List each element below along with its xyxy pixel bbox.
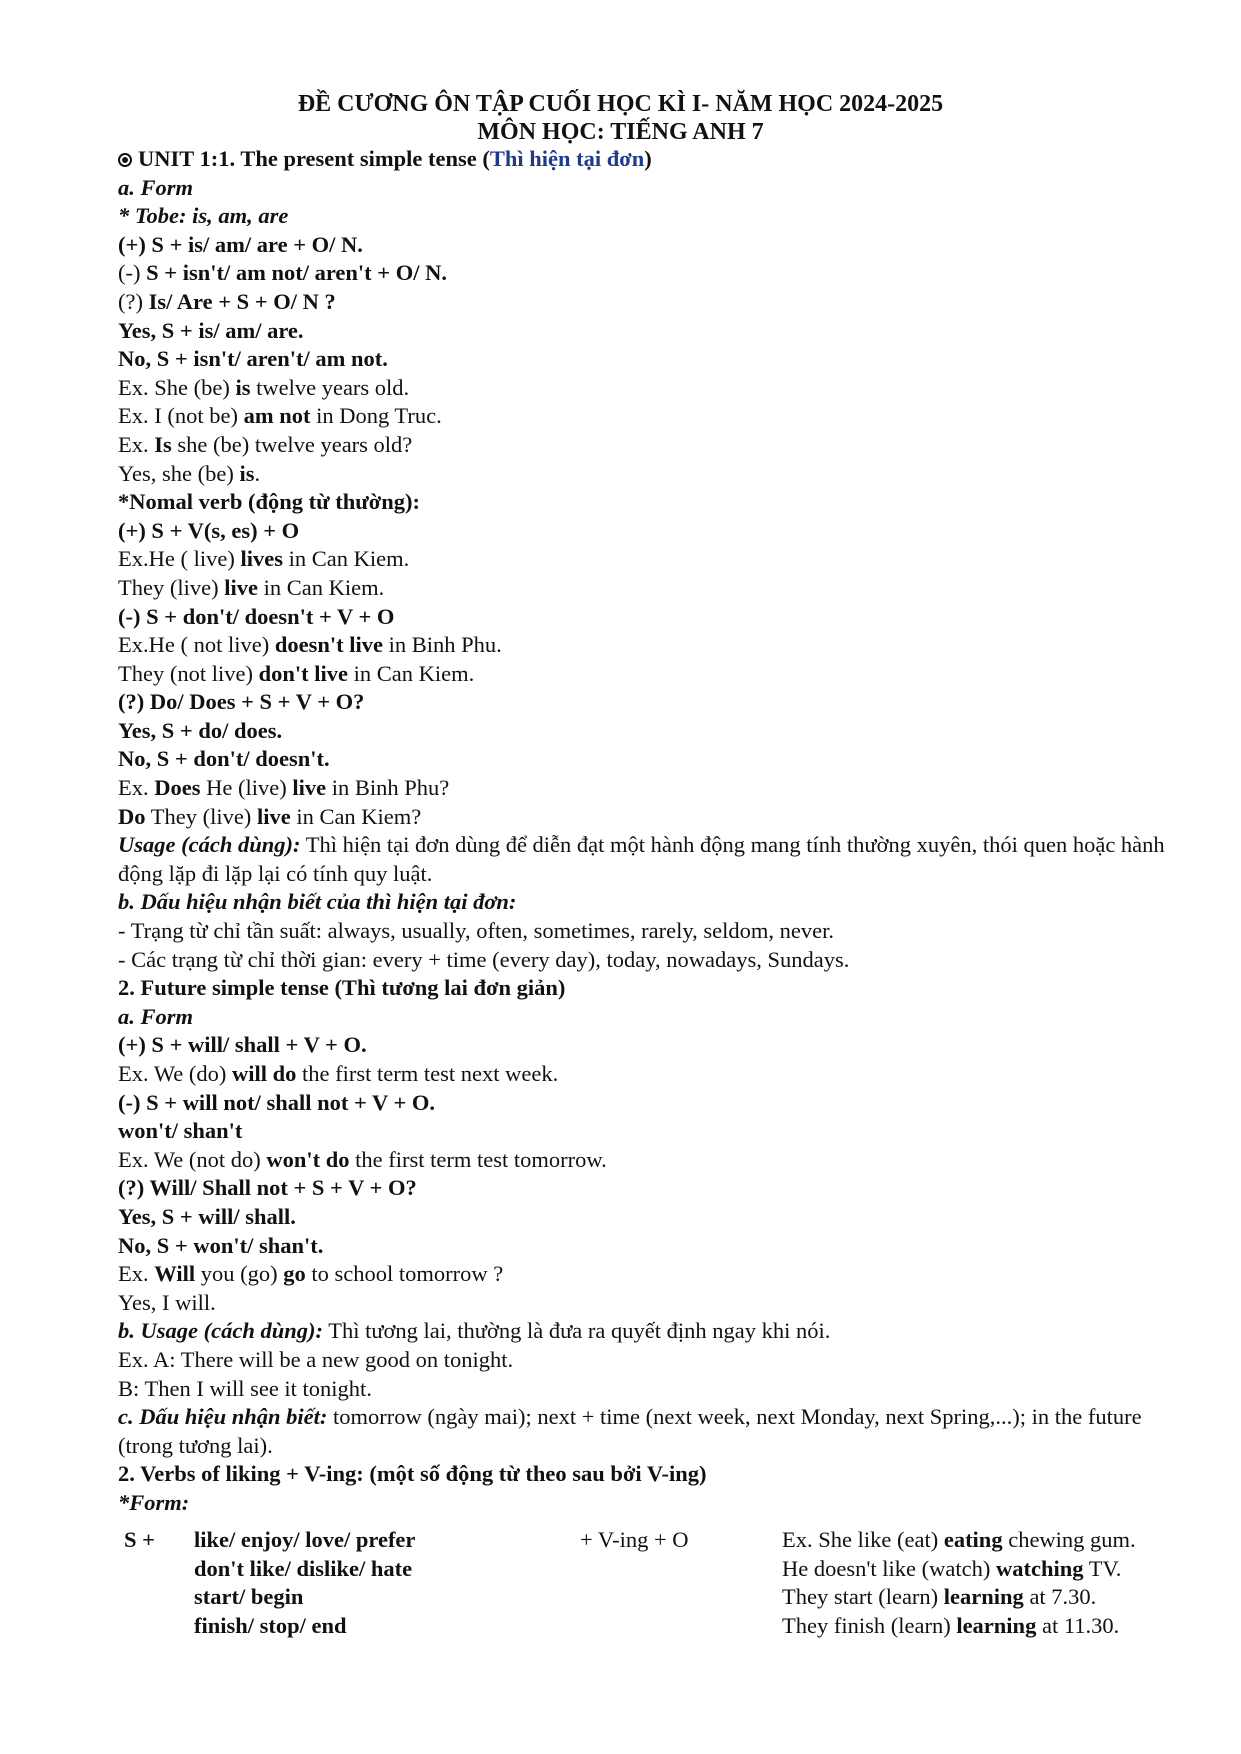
table-row xyxy=(118,1526,1188,1555)
text-run: Ex. She like (eat) xyxy=(782,1527,944,1552)
text-line xyxy=(118,917,1168,946)
example-cell xyxy=(782,1583,1096,1612)
text-run: They (live) xyxy=(145,803,257,829)
text-run: Ex.He ( live) xyxy=(118,546,241,572)
text-run: (?) Do/ Does + S + V + O? xyxy=(118,689,365,715)
text-line xyxy=(118,345,1168,374)
text-run: . xyxy=(254,460,261,486)
text-run: *Form: xyxy=(118,1489,190,1515)
text-run: They (live) xyxy=(118,574,225,600)
text-line xyxy=(118,174,1168,203)
text-line xyxy=(118,374,1168,403)
example-cell xyxy=(782,1526,1136,1555)
text-run: (?) xyxy=(118,288,149,314)
text-line xyxy=(118,574,1168,603)
text-run: Ex. A: There will be a new good on tonight. xyxy=(118,1346,514,1372)
text-run: doesn't live xyxy=(274,632,383,658)
text-run: in Can Kiem. xyxy=(282,546,410,572)
text-run: the first term test tomorrow. xyxy=(349,1146,607,1172)
text-run: (?) Will/ Shall not + S + V + O? xyxy=(118,1175,417,1201)
subject-cell: S + xyxy=(124,1527,155,1552)
text-run: Ex. xyxy=(118,775,155,801)
text-line xyxy=(118,803,1168,832)
text-line xyxy=(118,1260,1168,1289)
text-run: (-) S + don't/ doesn't + V + O xyxy=(118,603,395,629)
text-line xyxy=(118,317,1168,346)
text-run: live xyxy=(224,574,258,600)
text-line xyxy=(118,1203,1168,1232)
example-cell xyxy=(782,1612,1119,1641)
text-run: They start (learn) xyxy=(782,1584,944,1610)
text-run: (+) S + V(s, es) + O xyxy=(118,517,300,543)
text-run: to school tomorrow ? xyxy=(305,1261,504,1287)
text-line xyxy=(118,660,1168,689)
text-line xyxy=(118,1489,1168,1518)
text-run: * Tobe: is, am, are xyxy=(118,203,289,229)
text-run: the first term test next week. xyxy=(296,1061,559,1086)
text-run: No, S + don't/ doesn't. xyxy=(118,746,330,772)
text-line xyxy=(118,288,1168,317)
text-line xyxy=(118,745,1168,774)
text-line xyxy=(118,1117,1168,1146)
text-run: He (live) xyxy=(200,775,293,801)
text-run: Ex.He ( not live) xyxy=(118,632,275,658)
text-run: Yes, S + will/ shall. xyxy=(118,1203,296,1229)
text-run: tomorrow (ngày mai); next + time (next week, next Monday, next Spring,...); in the future (trong tương lai). xyxy=(118,1404,1142,1458)
text-run: chewing gum. xyxy=(1002,1527,1136,1552)
pattern-cell: + V-ing + O xyxy=(580,1527,689,1552)
text-line xyxy=(118,1460,1168,1489)
text-line xyxy=(118,545,1168,574)
text-line xyxy=(118,488,1168,517)
text-run: (+) S + will/ shall + V + O. xyxy=(118,1032,367,1058)
text-line xyxy=(118,1346,1168,1375)
text-run: live xyxy=(292,775,327,801)
text-run: 2. Verbs of liking + V-ing: (một số động từ theo sau bởi V-ing) xyxy=(118,1461,707,1487)
text-line xyxy=(118,974,1168,1003)
text-run: in Can Kiem? xyxy=(290,803,422,829)
text-line xyxy=(118,631,1168,660)
text-run: Thì tương lai, thường là đưa ra quyết định ngay khi nói. xyxy=(322,1318,831,1344)
text-line xyxy=(118,1289,1168,1318)
text-line xyxy=(118,1003,1168,1032)
text-line xyxy=(118,603,1168,632)
document-subject: MÔN HỌC: TIẾNG ANH 7 xyxy=(477,119,764,145)
text-line xyxy=(118,831,1168,888)
text-run: c. Dấu hiệu nhận biết: xyxy=(118,1404,328,1430)
table-row xyxy=(118,1612,1188,1641)
text-line xyxy=(118,231,1168,260)
text-run: - Trạng từ chỉ tần suất: always, usually, often, sometimes, rarely, seldom, never. xyxy=(118,918,835,944)
text-run: No, S + won't/ shan't. xyxy=(118,1232,324,1258)
text-run: at 7.30. xyxy=(1023,1584,1097,1610)
text-run: she (be) twelve years old? xyxy=(171,431,413,457)
text-line xyxy=(118,431,1168,460)
text-run: Will xyxy=(154,1261,196,1287)
text-run: - Các trạng từ chỉ thời gian: every + time (every day), today, nowadays, Sundays. xyxy=(118,946,850,972)
table-row xyxy=(118,1583,1188,1612)
text-run: ) xyxy=(644,146,652,171)
text-run: watching xyxy=(995,1555,1084,1581)
text-run: (+) S + is/ am/ are + O/ N. xyxy=(118,231,363,257)
text-run: is xyxy=(239,460,255,486)
text-run: won't do xyxy=(266,1146,350,1172)
text-line xyxy=(118,1146,1168,1175)
text-run: He doesn't like (watch) xyxy=(782,1555,996,1581)
text-run: *Nomal verb (động từ thường): xyxy=(118,489,420,515)
document-title: ĐỀ CƯƠNG ÔN TẬP CUỐI HỌC KÌ I- NĂM HỌC 2024-2025 xyxy=(297,91,944,117)
text-run: a. Form xyxy=(118,1003,194,1029)
text-run: Yes, I will. xyxy=(118,1289,216,1315)
text-run: UNIT 1:1. The present simple tense ( xyxy=(138,146,490,171)
text-run: at 11.30. xyxy=(1036,1612,1120,1638)
text-run: TV. xyxy=(1083,1555,1122,1581)
text-line xyxy=(118,888,1168,917)
verbs-cell: finish/ stop/ end xyxy=(194,1612,347,1638)
text-run: live xyxy=(256,803,291,829)
text-run: won't/ shan't xyxy=(118,1118,243,1144)
text-line xyxy=(118,717,1168,746)
text-run: Thì hiện tại đơn xyxy=(489,146,645,171)
verbs-cell: don't like/ dislike/ hate xyxy=(194,1555,413,1581)
text-run: 2. Future simple tense (Thì tương lai đơn giản) xyxy=(118,975,566,1001)
text-run: in Binh Phu? xyxy=(326,775,450,801)
text-run: go xyxy=(283,1261,306,1287)
text-run: twelve years old. xyxy=(250,374,410,400)
text-line xyxy=(118,688,1168,717)
text-run: don't live xyxy=(258,660,348,686)
text-run: Ex. We (not do) xyxy=(118,1146,267,1172)
text-line xyxy=(118,1060,1168,1089)
text-line xyxy=(118,402,1168,431)
text-run: b. Dấu hiệu nhận biết của thì hiện tại đơn: xyxy=(118,889,517,915)
text-run: Yes, S + is/ am/ are. xyxy=(118,317,304,343)
text-run: Ex. xyxy=(118,431,155,457)
document-body xyxy=(118,145,1168,1518)
verbs-cell: like/ enjoy/ love/ prefer xyxy=(194,1527,416,1552)
text-run: They finish (learn) xyxy=(782,1612,957,1638)
text-line xyxy=(118,1174,1168,1203)
text-run: Does xyxy=(154,775,201,801)
text-line xyxy=(118,202,1168,231)
text-run: eating xyxy=(943,1527,1003,1552)
text-run: No, S + isn't/ aren't/ am not. xyxy=(118,346,388,372)
text-run: Yes, S + do/ does. xyxy=(118,717,283,743)
text-line xyxy=(118,774,1168,803)
text-run: S + isn't/ am not/ aren't + O/ N. xyxy=(146,260,447,286)
text-run: b. Usage (cách dùng): xyxy=(118,1318,323,1344)
text-run: is xyxy=(235,374,251,400)
text-run: lives xyxy=(240,546,283,572)
text-run: Ex. She (be) xyxy=(118,374,236,400)
text-run: Ex. We (do) xyxy=(118,1061,232,1086)
text-line xyxy=(118,1403,1168,1460)
text-run: (-) S + will not/ shall not + V + O. xyxy=(118,1089,436,1115)
text-line xyxy=(118,259,1168,288)
text-run: am not xyxy=(243,403,311,429)
text-run: Do xyxy=(118,803,146,829)
text-run: Is xyxy=(154,431,172,457)
text-line xyxy=(118,1089,1168,1118)
text-run: in Binh Phu. xyxy=(382,632,502,658)
text-run: Is/ Are + S + O/ N ? xyxy=(148,288,336,314)
text-run: They (not live) xyxy=(118,660,259,686)
table-row xyxy=(118,1555,1188,1584)
text-run: in Can Kiem. xyxy=(347,660,475,686)
text-run: a. Form xyxy=(118,174,194,200)
text-run: learning xyxy=(943,1584,1024,1610)
text-line xyxy=(118,517,1168,546)
text-line xyxy=(118,1317,1168,1346)
text-run: Ex. xyxy=(118,1261,155,1287)
text-run: learning xyxy=(956,1612,1037,1638)
text-line xyxy=(118,946,1168,975)
bullet-target-icon xyxy=(118,153,132,167)
text-run: in Can Kiem. xyxy=(257,574,385,600)
text-run: Thì hiện tại đơn dùng để diễn đạt một hành động mang tính thường xuyên, thói quen hoặc hành động lặp đi lặp lại có tính quy luật. xyxy=(118,832,1165,886)
text-run: Ex. I (not be) xyxy=(118,403,244,429)
text-line xyxy=(118,460,1168,489)
text-line xyxy=(118,1232,1168,1261)
text-run: (-) xyxy=(118,260,147,286)
text-line xyxy=(118,1031,1168,1060)
verbs-of-liking-table xyxy=(118,1526,1188,1640)
text-run: you (go) xyxy=(195,1261,284,1287)
text-line xyxy=(118,1375,1168,1404)
text-run: will do xyxy=(232,1061,297,1086)
text-run: Yes, she (be) xyxy=(118,460,240,486)
text-run: in Dong Truc. xyxy=(310,403,442,429)
example-cell xyxy=(782,1555,1121,1584)
verbs-cell: start/ begin xyxy=(194,1584,304,1610)
text-line xyxy=(118,145,1168,174)
text-run: Usage (cách dùng): xyxy=(118,832,301,858)
text-run: B: Then I will see it tonight. xyxy=(118,1375,372,1401)
